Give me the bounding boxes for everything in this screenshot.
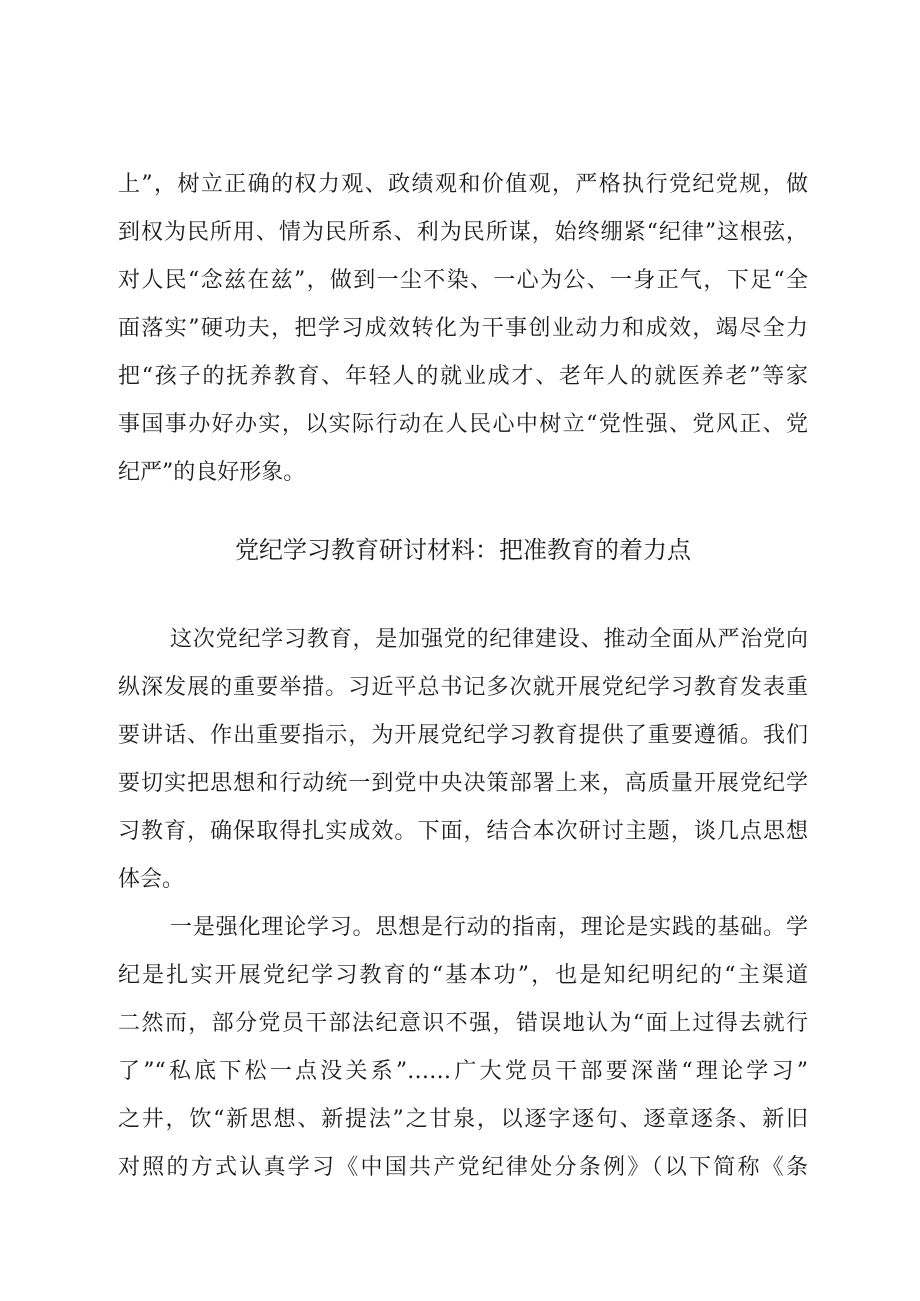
body-text-line: 要切实把思想和行动统一到党中央决策部署上来，高质量开展党纪学 <box>118 771 808 796</box>
body-text-line: 一是强化理论学习。思想是行动的指南，理论是实践的基础。学 <box>170 915 808 940</box>
body-text-line: 纪严”的良好形象。 <box>118 460 306 485</box>
body-text-line: 到权为民所用、情为民所系、利为民所谋，始终绷紧“纪律”这根弦， <box>118 220 808 245</box>
body-text-line: 事国事办好办实，以实际行动在人民心中树立“党性强、党风正、党 <box>118 412 808 437</box>
body-text-line: 对照的方式认真学习《中国共产党纪律处分条例》（以下简称《条 <box>118 1155 808 1180</box>
body-text-line: 习教育，确保取得扎实成效。下面，结合本次研讨主题，谈几点思想 <box>118 819 808 844</box>
body-text-line: 这次党纪学习教育，是加强党的纪律建设、推动全面从严治党向 <box>170 627 808 652</box>
body-text-line: 要讲话、作出重要指示，为开展党纪学习教育提供了重要遵循。我们 <box>118 723 808 748</box>
body-text-line: 二然而，部分党员干部法纪意识不强，错误地认为“面上过得去就行 <box>118 1011 808 1036</box>
body-text-line: 纵深发展的重要举措。习近平总书记多次就开展党纪学习教育发表重 <box>118 675 808 700</box>
body-text-line: 对人民“念兹在兹”，做到一尘不染、一心为公、一身正气，下足“全 <box>118 268 808 293</box>
body-text-line: 纪是扎实开展党纪学习教育的“基本功”，也是知纪明纪的“主渠道 <box>118 963 808 988</box>
body-text-line: 把“孩子的抚养教育、年轻人的就业成才、老年人的就医养老”等家 <box>118 364 808 389</box>
body-text-line: 了”“私底下松一点没关系”……广大党员干部要深凿“理论学习” <box>118 1059 808 1084</box>
body-text-line: 面落实”硬功夫，把学习成效转化为干事创业动力和成效，竭尽全力 <box>118 316 808 341</box>
body-text-line: 体会。 <box>118 867 185 892</box>
body-text-line: 上”，树立正确的权力观、政绩观和价值观，严格执行党纪党规，做 <box>118 172 808 197</box>
body-text-line: 之井，饮“新思想、新提法”之甘泉，以逐字逐句、逐章逐条、新旧 <box>118 1107 808 1132</box>
document-title: 党纪学习教育研讨材料：把准教育的着力点 <box>235 536 691 564</box>
